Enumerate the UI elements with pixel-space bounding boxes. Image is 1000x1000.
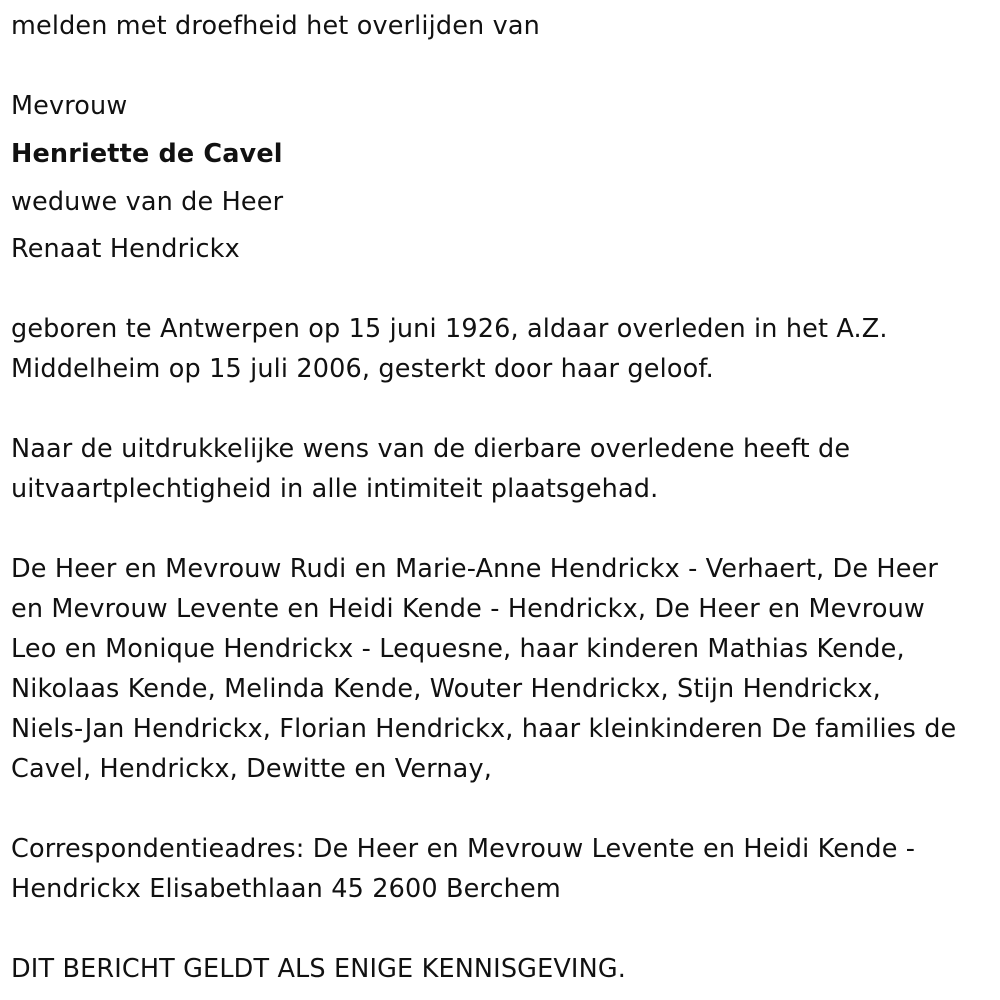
family-line: Cavel, Hendrickx, Dewitte en Vernay, <box>11 754 492 784</box>
family-line: De Heer en Mevrouw Rudi en Marie-Anne Hendrickx - Verhaert, De Heer <box>11 554 939 584</box>
family-line: Leo en Monique Hendrickx - Lequesne, haar kinderen Mathias Kende, <box>11 634 905 664</box>
birth-death-line: Middelheim op 15 juli 2006, gesterkt door haar geloof. <box>11 354 714 384</box>
family-line: Nikolaas Kende, Melinda Kende, Wouter Hendrickx, Stijn Hendrickx, <box>11 674 881 704</box>
wish-line: uitvaartplechtigheid in alle intimiteit plaatsgehad. <box>11 474 659 504</box>
deceased-name: Henriette de Cavel <box>11 139 283 169</box>
family-line: Niels-Jan Hendrickx, Florian Hendrickx, haar kleinkinderen De families de <box>11 714 957 744</box>
notice-text: DIT BERICHT GELDT ALS ENIGE KENNISGEVING. <box>11 954 626 984</box>
wish-line: Naar de uitdrukkelijke wens van de dierbare overledene heeft de <box>11 434 851 464</box>
correspondence-line: Hendrickx Elisabethlaan 45 2600 Berchem <box>11 874 561 904</box>
spouse-name: Renaat Hendrickx <box>11 234 240 264</box>
intro-text: melden met droefheid het overlijden van <box>11 11 540 41</box>
birth-death-line: geboren te Antwerpen op 15 juni 1926, aldaar overleden in het A.Z. <box>11 314 888 344</box>
obituary-notice <box>11 0 991 1000</box>
salutation: Mevrouw <box>11 91 128 121</box>
widow-line: weduwe van de Heer <box>11 187 284 217</box>
correspondence-line: Correspondentieadres: De Heer en Mevrouw Levente en Heidi Kende - <box>11 834 916 864</box>
family-line: en Mevrouw Levente en Heidi Kende - Hendrickx, De Heer en Mevrouw <box>11 594 925 624</box>
